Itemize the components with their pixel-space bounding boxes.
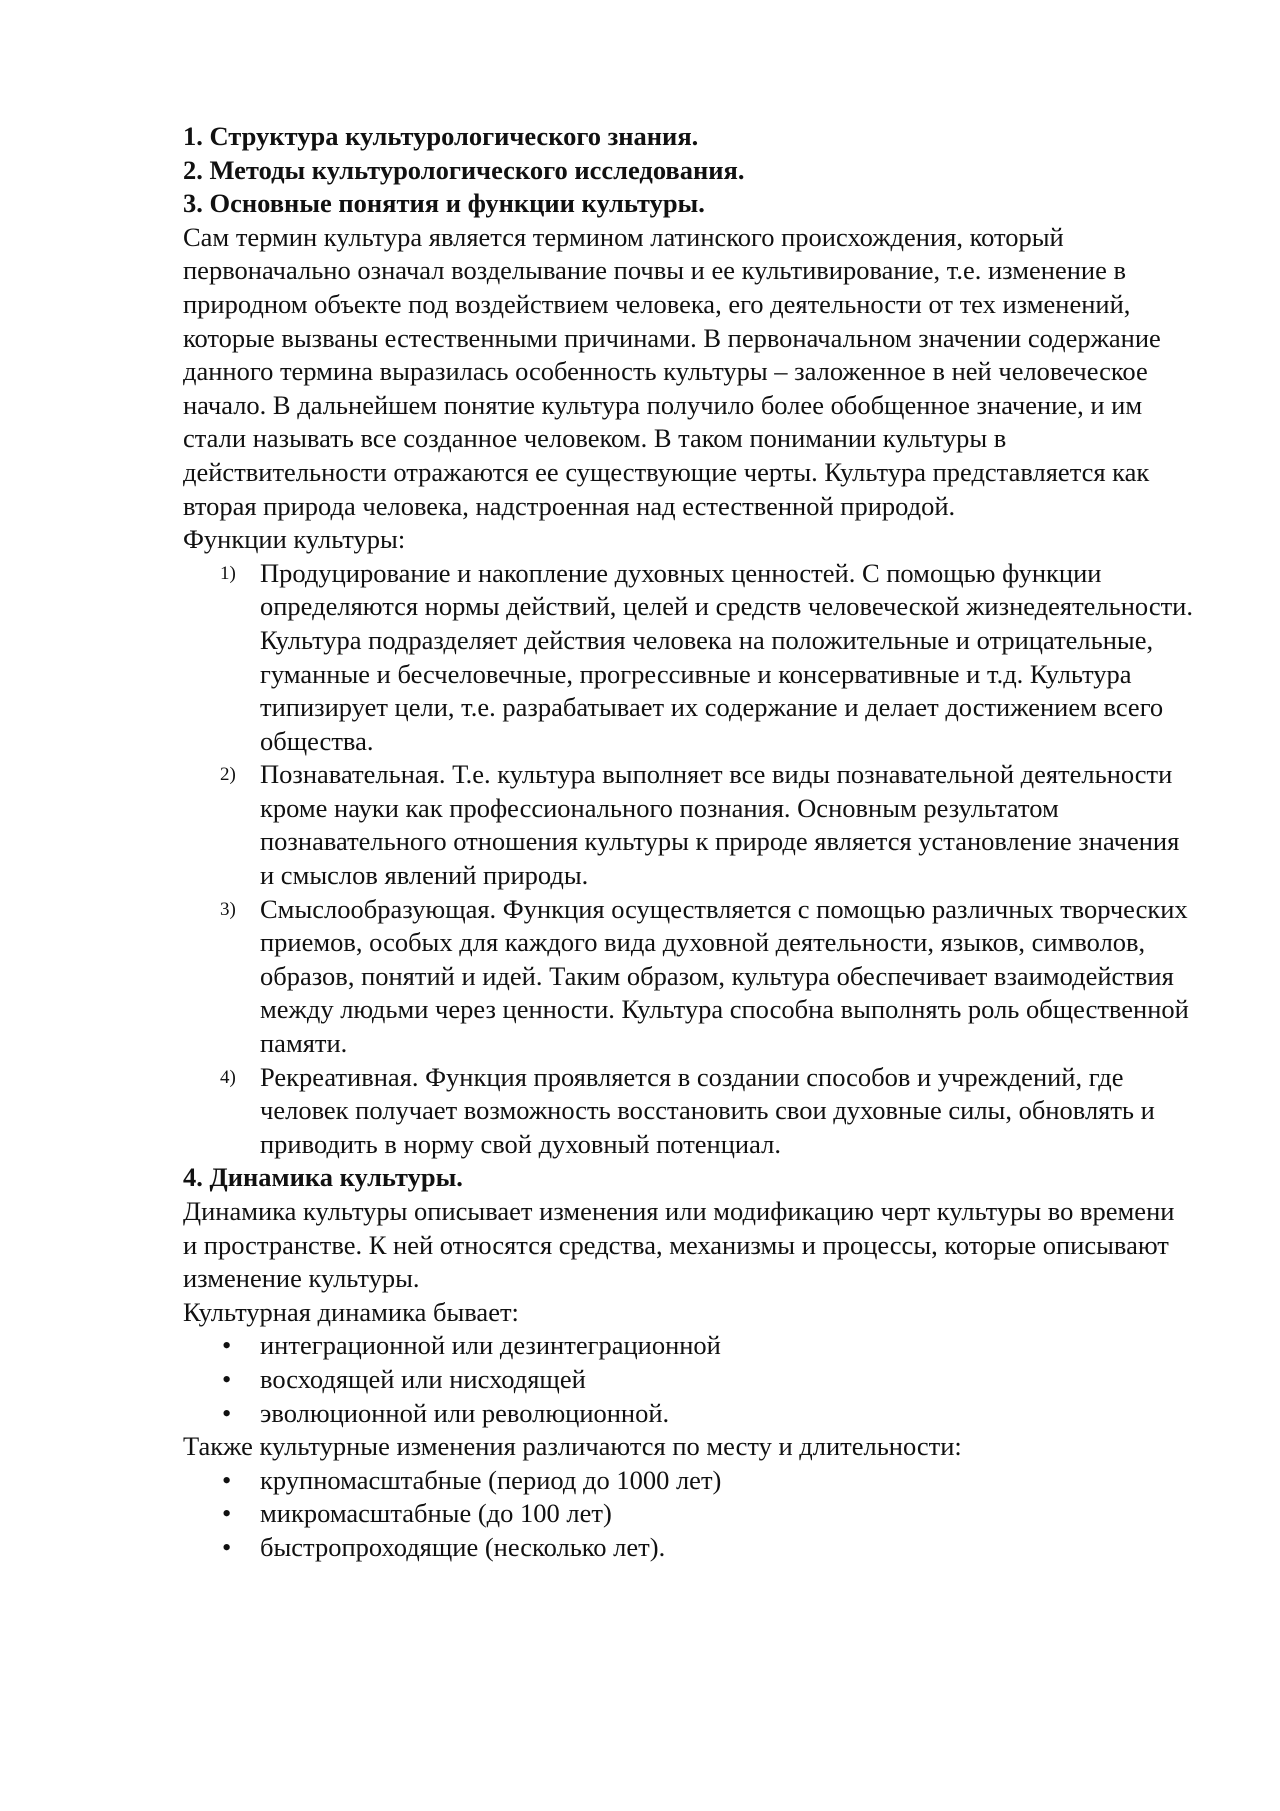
list-item [183,1531,1193,1565]
functions-list [183,557,1193,1162]
bullet-icon: • [222,1531,232,1562]
bullet-icon: • [222,1498,232,1529]
heading-structure: 1. Структура культурологического знания. [183,121,699,151]
changes-scale-label: Также культурные изменения различаются по месту и длительности: [183,1431,962,1462]
list-item-text: Продуцирование и накопление духовных ценностей. С помощью функции определяются нормы действий, целей и средств человеческой жизнедеятельности. Культура подразделяет действия человека на положительные и отрицательные, гуманные и бесчеловечные, прогрессивные и консервативные и т.д. Культура типизирует цели, т.е. разрабатывает их содержание и делает достижением всего общества. [260,557,1193,756]
list-item [183,1464,1193,1498]
list-item [183,1363,1193,1397]
list-item [183,758,1193,892]
list-item [183,893,1193,1061]
list-item-text: Познавательная. Т.е. культура выполняет все виды познавательной деятельности кроме науки как профессионального познания. Основным результатом познавательного отношения культуры к природе является установление значения и смыслов явлений природы. [260,759,1180,891]
dynamics-types-list [183,1329,1193,1430]
list-item-text: Рекреативная. Функция проявляется в создании способов и учреждений, где человек получает возможность восстановить свои духовные силы, обновлять и приводить в норму свой духовный потенциал. [260,1061,1155,1159]
list-item [183,1397,1193,1431]
bullet-icon: • [222,1330,232,1361]
list-item-text: эволюционной или революционной. [260,1397,670,1428]
list-number: 2) [220,764,236,786]
list-number: 3) [220,898,236,920]
list-item-text: интеграционной или дезинтеграционной [260,1330,721,1361]
bullet-icon: • [222,1363,232,1394]
list-item-text: крупномасштабные (период до 1000 лет) [260,1464,722,1495]
dynamics-paragraph: Динамика культуры описывает изменения или модификацию черт культуры во времени и пространстве. К ней относятся средства, механизмы и процессы, которые описывают изменение культуры. [183,1196,1175,1294]
heading-concepts-functions: 3. Основные понятия и функции культуры. [183,188,705,219]
list-item-text: микромасштабные (до 100 лет) [260,1498,612,1529]
list-item [183,557,1193,759]
bullet-icon: • [222,1464,232,1495]
list-item [183,1329,1193,1363]
heading-dynamics: 4. Динамика культуры. [183,1162,463,1193]
changes-scale-list [183,1464,1193,1565]
list-item-text: быстропроходящие (несколько лет). [260,1531,666,1562]
dynamics-types-label: Культурная динамика бывает: [183,1296,519,1327]
list-item-text: восходящей или нисходящей [260,1363,586,1394]
list-number: 1) [220,562,236,584]
bullet-icon: • [222,1397,232,1428]
document-page [183,120,1193,1565]
list-number: 4) [220,1066,236,1088]
heading-methods: 2. Методы культурологического исследования. [183,154,745,185]
functions-label: Функции культуры: [183,524,406,555]
culture-term-paragraph: Сам термин культура является термином латинского происхождения, который первоначально означал возделывание почвы и ее культивирование, т.е. изменение в природном объекте под воздействием человека, его деятельности от тех изменений, которые вызваны естественными причинами. В первоначальном значении содержание данного термина выразилась особенность культуры – заложенное в ней человеческое начало. В дальнейшем понятие культура получило более обобщенное значение, и им стали называть все созданное человеком. В таком понимании культуры в действительности отражаются ее существующие черты. Культура представляется как вторая природа человека, надстроенная над естественной природой. [183,221,1161,521]
list-item-text: Смыслообразующая. Функция осуществляется с помощью различных творческих приемов, особых для каждого вида духовной деятельности, языков, символов, образов, понятий и идей. Таким образом, культура обеспечивает взаимодействия между людьми через ценности. Культура способна выполнять роль общественной памяти. [260,893,1189,1059]
list-item [183,1061,1193,1162]
list-item [183,1497,1193,1531]
